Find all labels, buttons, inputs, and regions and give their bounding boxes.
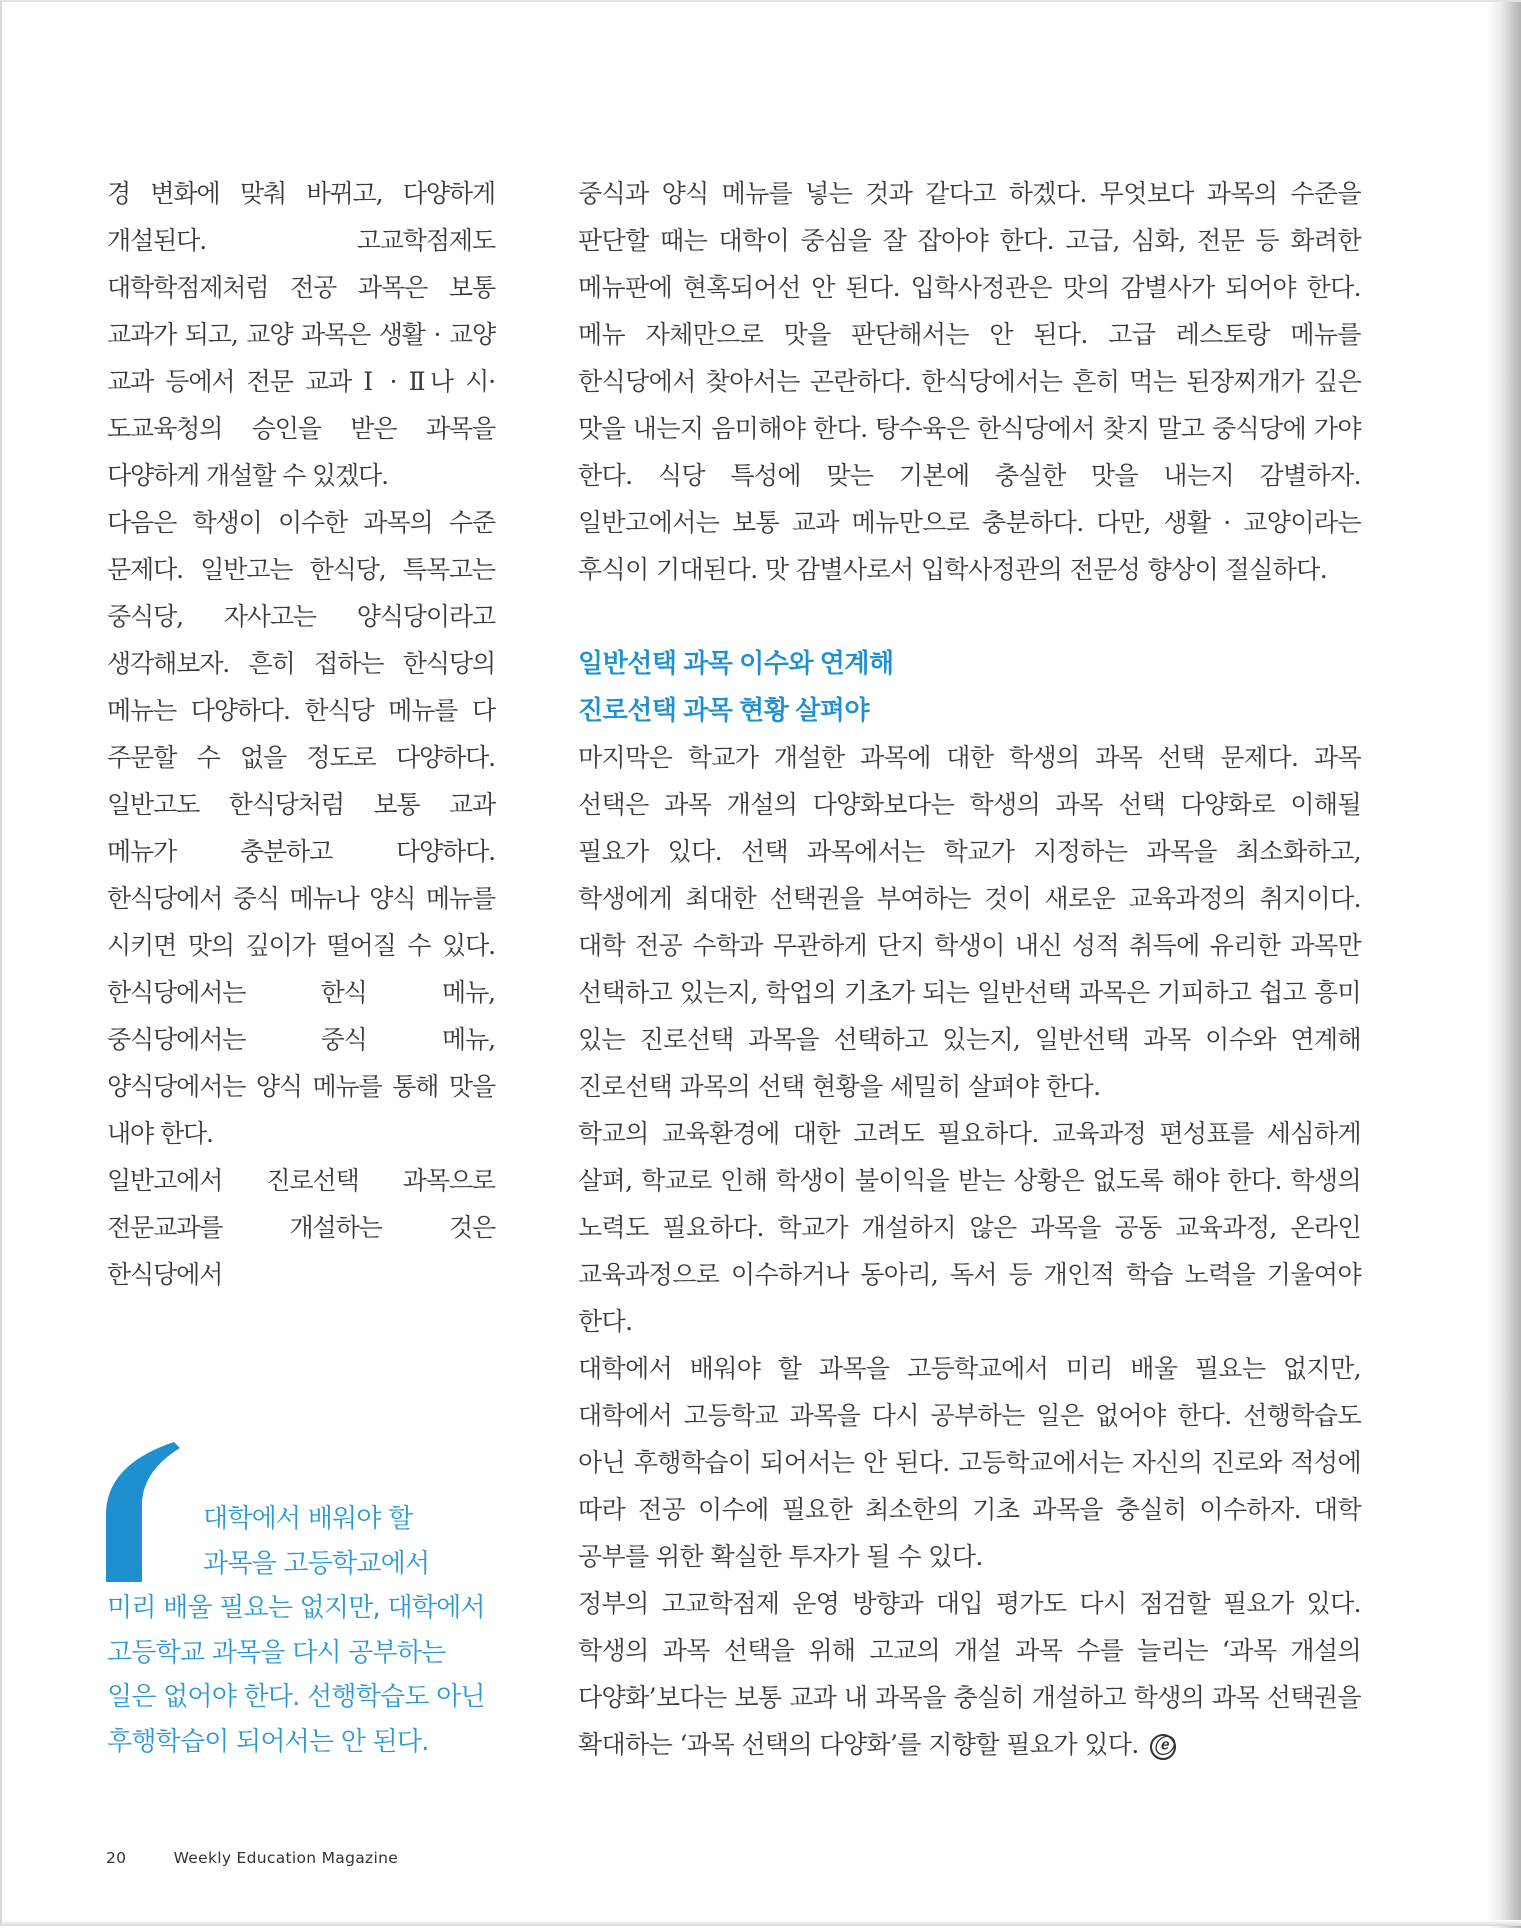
section-subheading-line-1: 일반선택 과목 이수와 연계해: [578, 648, 894, 678]
right-text-column: [578, 170, 1361, 1768]
end-mark-icon: ⓔ: [1150, 1734, 1176, 1760]
pull-quote-line-5: 일은 없어야 한다. 선행학습도 아닌: [107, 1682, 485, 1712]
left-text-column: [107, 170, 495, 1298]
section-subheading-line-2: 진로선택 과목 현황 살펴야: [578, 695, 869, 725]
page-number: 20: [106, 1849, 127, 1867]
right-paragraph-2: 학교의 교육환경에 대한 고려도 필요하다. 교육과정 편성표를 세심하게 살펴, 학교로 인해 학생이 불이익을 받는 상황은 없도록 해야 한다. 학생의 노력도 필요하다. 학교가 개설하지 않은 과목을 공동 교육과정, 온라인 교육과정으로 이수하거나 동아리, 독서 등 개인적 학습 노력을 기울여야 한다.: [578, 1119, 1361, 1336]
left-paragraph-2: 다음은 학생이 이수한 과목의 수준 문제다. 일반고는 한식당, 특목고는 중식당, 자사고는 양식당이라고 생각해보자. 흔히 접하는 한식당의 메뉴는 다양하다. 한식당 메뉴를 다 주문할 수 없을 정도로 다양하다. 일반고도 한식당처럼 보통 교과 메뉴가 충분하고 다양하다. 한식당에서 중식 메뉴나 양식 메뉴를 시키면 맛의 깊이가 떨어질 수 있다. 한식당에서는 한식 메뉴, 중식당에서는 중식 메뉴, 양식당에서는 양식 메뉴를 통해 맛을 내야 한다.: [107, 508, 495, 1148]
pull-quote-line-6: 후행학습이 되어서는 안 된다.: [107, 1726, 429, 1757]
right-paragraph-1: 마지막은 학교가 개설한 과목에 대한 학생의 과목 선택 문제다. 과목 선택은 과목 개설의 다양화보다는 학생의 과목 선택 다양화로 이해될 필요가 있다. 선택 과목에서는 학교가 지정하는 과목을 최소화하고, 학생에게 최대한 선택권을 부여하는 것이 새로운 교육과정의 취지이다. 대학 전공 수학과 무관하게 단지 학생이 내신 성적 취득에 유리한 과목만 선택하고 있는지, 학업의 기초가 되는 일반선택 과목은 기피하고 쉽고 흥미 있는 진로선택 과목을 선택하고 있는지, 일반선택 과목 이수와 연계해 진로선택 과목의 선택 현황을 세밀히 살펴야 한다.: [578, 743, 1361, 1101]
pull-quote-line-4: 고등학교 과목을 다시 공부하는: [107, 1637, 446, 1668]
page-bottom-shadow: [2, 1920, 1521, 1926]
pull-quote: [107, 1497, 507, 1764]
left-paragraph-1: 경 변화에 맞춰 바뀌고, 다양하게 개설된다. 고교학점제도 대학학점제처럼 전공 과목은 보통 교과가 되고, 교양 과목은 생활 · 교양 교과 등에서 전문 교과 Ⅰ · Ⅱ나 시·도교육청의 승인을 받은 과목을 다양하게 개설할 수 있겠다.: [107, 179, 495, 490]
pull-quote-line-1: 대학에서 배워야 할: [203, 1504, 413, 1534]
right-paragraph-3: 대학에서 배워야 할 과목을 고등학교에서 미리 배울 필요는 없지만, 대학에서 고등학교 과목을 다시 공부하는 일은 없어야 한다. 선행학습도 아닌 후행학습이 되어서는 안 된다. 고등학교에서는 자신의 진로와 적성에 따라 전공 이수에 필요한 최소한의 기초 과목을 충실히 이수하자. 대학 공부를 위한 확실한 투자가 될 수 있다.: [578, 1354, 1361, 1571]
magazine-name: Weekly Education Magazine: [173, 1849, 399, 1867]
right-final-paragraph: [578, 1580, 1361, 1768]
left-paragraph-3: 일반고에서 진로선택 과목으로 전문교과를 개설하는 것은 한식당에서: [107, 1166, 495, 1289]
final-paragraph-text: 정부의 고교학점제 운영 방향과 대입 평가도 다시 점검할 필요가 있다. 학생의 과목 선택을 위해 고교의 개설 과목 수를 늘리는 ‘과목 개설의 다양화’보다는 보통 교과 내 과목을 충실히 개설하고 학생의 과목 선택권을 확대하는 ‘과목 선택의 다양화’를 지향할 필요가 있다.: [578, 1589, 1361, 1759]
pull-quote-line-3: 미리 배울 필요는 없지만, 대학에서: [107, 1593, 485, 1623]
pull-quote-line-2: 과목을 고등학교에서: [203, 1548, 430, 1579]
page-edge-shadow: [1487, 2, 1521, 1928]
section-spacer: [578, 593, 1361, 640]
right-intro-paragraph: 중식과 양식 메뉴를 넣는 것과 같다고 하겠다. 무엇보다 과목의 수준을 판단할 때는 대학이 중심을 잘 잡아야 한다. 고급, 심화, 전문 등 화려한 메뉴판에 현혹되어선 안 된다. 입학사정관은 맛의 감별사가 되어야 한다. 메뉴 자체만으로 맛을 판단해서는 안 된다. 고급 레스토랑 메뉴를 한식당에서 찾아서는 곤란하다. 한식당에서는 흔히 먹는 된장찌개가 깊은 맛을 내는지 음미해야 한다. 탕수육은 한식당에서 찾지 말고 중식당에 가야 한다. 식당 특성에 맞는 기본에 충실한 맛을 내는지 감별하자. 일반고에서는 보통 교과 메뉴만으로 충분하다. 다만, 생활 · 교양이라는 후식이 기대된다. 맛 감별사로서 입학사정관의 전문성 향상이 절실하다.: [578, 179, 1361, 584]
page-footer: [106, 1849, 398, 1867]
